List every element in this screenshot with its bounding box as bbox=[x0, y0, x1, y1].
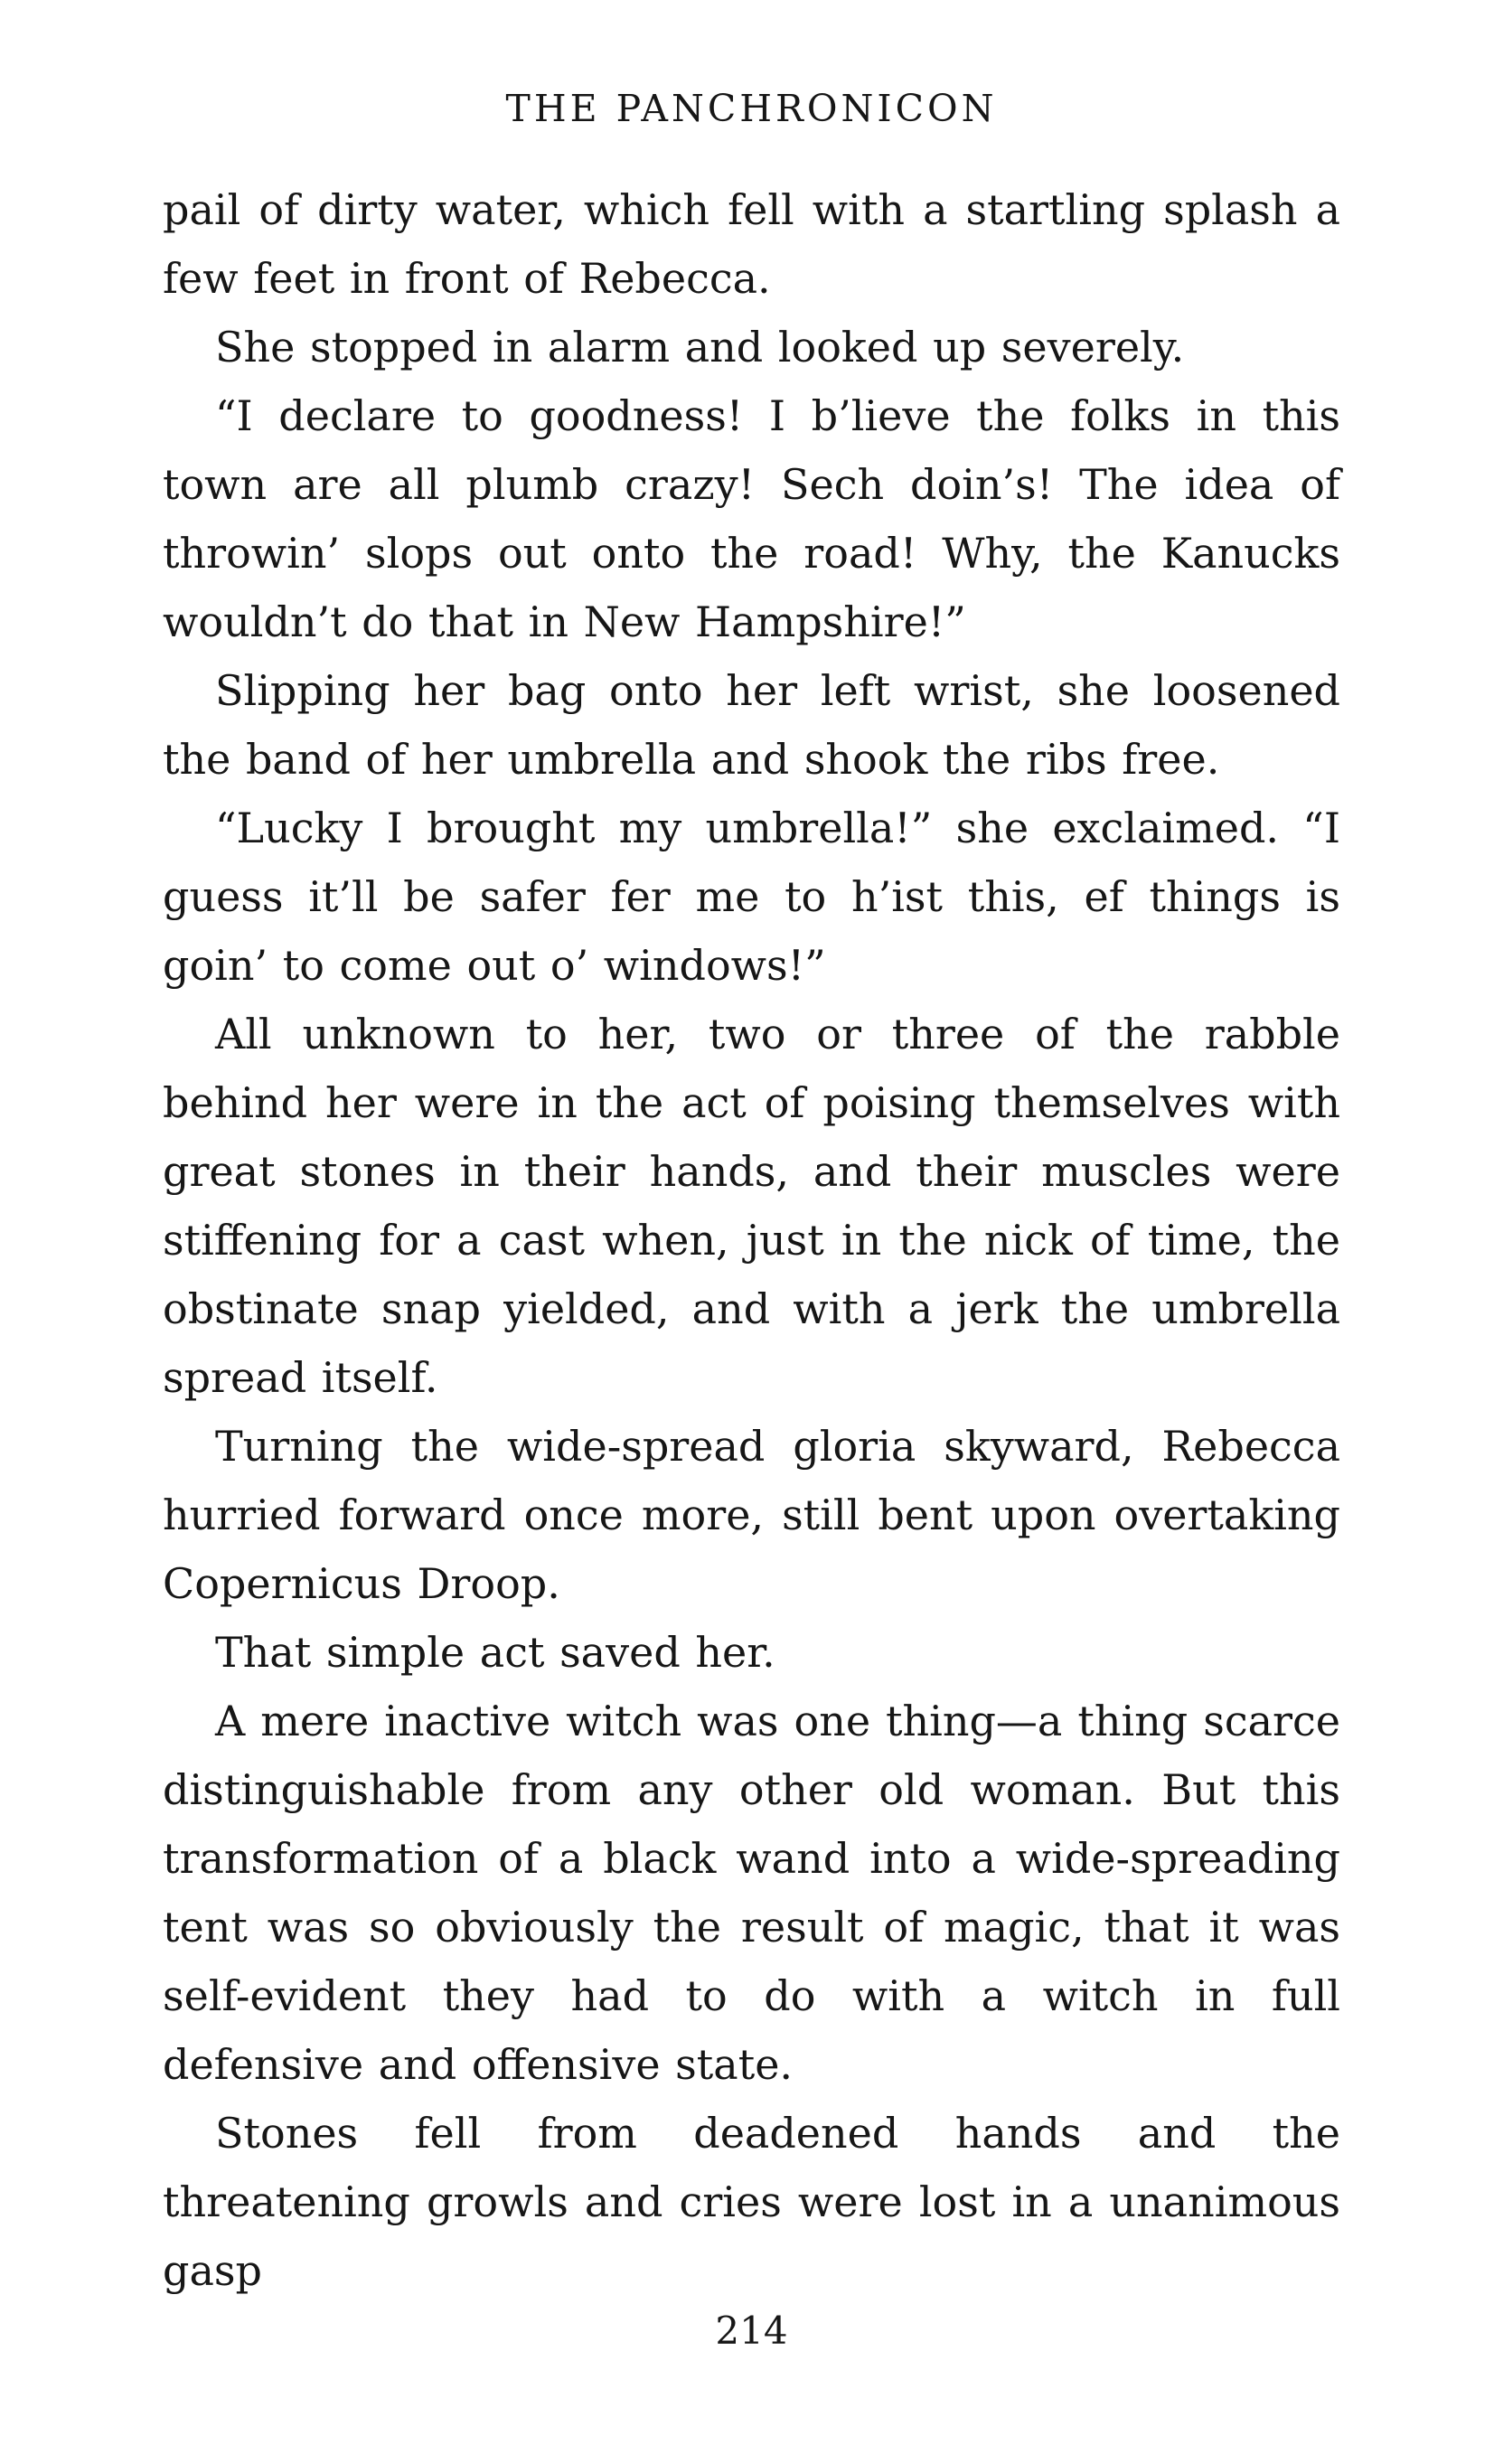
paragraph: That simple act saved her. bbox=[215, 1628, 775, 1677]
paragraph: “I declare to goodness! I b’lieve the folks in this town are all plumb crazy! Sech doin’s! The idea of throwin’ slops out onto the road! Why, the Kanucks wouldn’t do that in New Hampshire!” bbox=[163, 391, 1340, 646]
paragraph: A mere inactive witch was one thing—a thing scarce distinguishable from any other old woman. But this transformation of a black wand into a wide-spreading tent was so obviously the result of magic, that it was self-evident they had to do with a witch in full defensive and offensive state. bbox=[163, 1697, 1340, 2089]
page-number: 214 bbox=[715, 2309, 788, 2353]
paragraph: She stopped in alarm and looked up severely. bbox=[215, 323, 1185, 371]
paragraph: pail of dirty water, which fell with a startling splash a few feet in front of Rebecca. bbox=[163, 185, 1340, 303]
body-text bbox=[163, 175, 1340, 2305]
paragraph: Slipping her bag onto her left wrist, she loosened the band of her umbrella and shook the ribs free. bbox=[163, 666, 1340, 784]
paragraph: All unknown to her, two or three of the rabble behind her were in the act of poising themselves with great stones in their hands, and their muscles were stiffening for a cast when, just in the nick of time, the obstinate snap yielded, and with a jerk the umbrella spread itself. bbox=[163, 1010, 1340, 1402]
paragraph: Turning the wide-spread gloria skyward, Rebecca hurried forward once more, still bent upon overtaking Copernicus Droop. bbox=[163, 1422, 1340, 1608]
running-head: THE PANCHRONICON bbox=[505, 87, 998, 130]
paragraph: “Lucky I brought my umbrella!” she exclaimed. “I guess it’ll be safer fer me to h’ist this, ef things is goin’ to come out o’ windows!” bbox=[163, 804, 1340, 990]
paragraph: Stones fell from deadened hands and the threatening growls and cries were lost in a unanimous gasp bbox=[163, 2109, 1340, 2295]
